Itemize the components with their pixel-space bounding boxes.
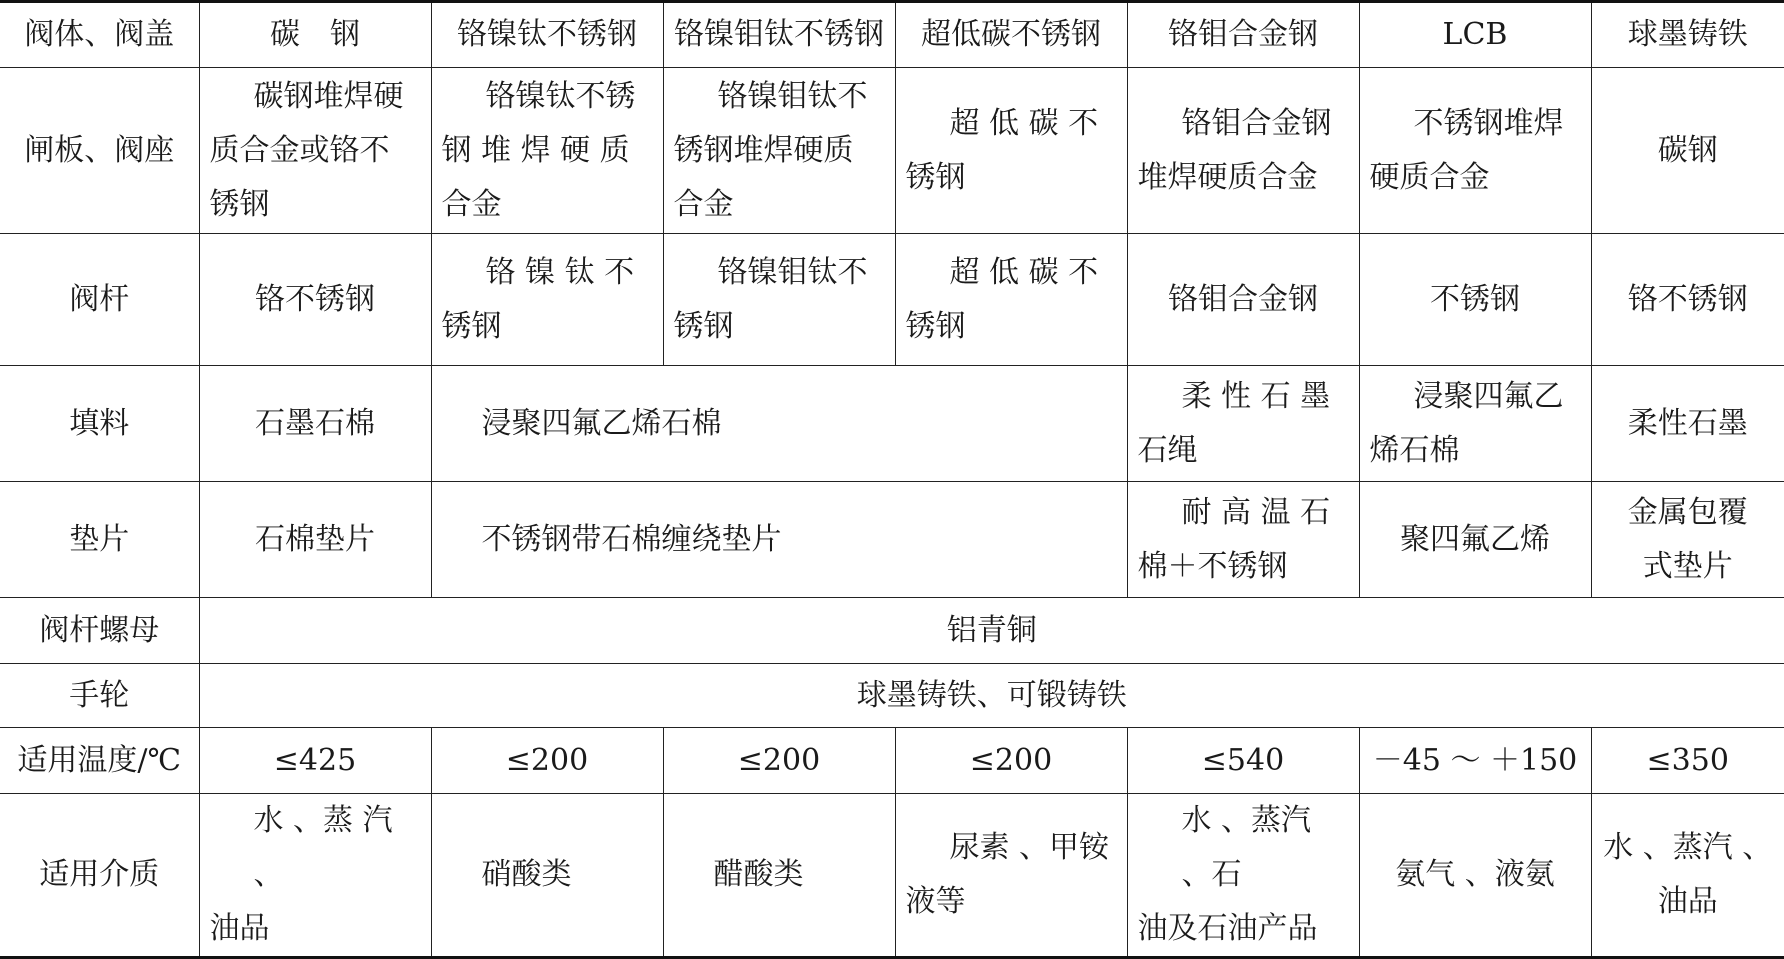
cell-line: 锈钢堆焊硬质 xyxy=(673,132,854,168)
table-cell xyxy=(1359,366,1591,482)
row-label: 适用介质 xyxy=(0,794,199,958)
column-header: 铬钼合金钢 xyxy=(1127,2,1359,68)
row-label: 阀体、阀盖 xyxy=(0,2,199,68)
cell-line: 锈钢 xyxy=(905,308,966,344)
table-row xyxy=(0,598,1784,664)
cell-line: 液等 xyxy=(905,884,966,919)
table-cell: 铝青铜 xyxy=(199,598,1784,664)
table-cell xyxy=(1359,68,1591,234)
table-row xyxy=(0,234,1784,366)
column-header: LCB xyxy=(1359,2,1591,68)
table-cell xyxy=(1127,482,1359,598)
table-cell xyxy=(895,794,1127,958)
table-cell: 碳钢 xyxy=(1591,68,1784,234)
table-cell xyxy=(431,234,663,366)
cell-line: 油品 xyxy=(209,911,270,946)
cell-line: 超 低 碳 不 xyxy=(949,105,1099,141)
cell-line: 石绳 xyxy=(1137,432,1198,468)
row-label: 填料 xyxy=(0,366,199,482)
table-cell xyxy=(199,68,431,234)
cell-line: 锈钢 xyxy=(673,308,734,344)
cell-line: 铬镍钛不锈 xyxy=(485,78,636,114)
row-label: 垫片 xyxy=(0,482,199,598)
row-label: 手轮 xyxy=(0,664,199,728)
column-header: 碳 钢 xyxy=(199,2,431,68)
cell-line: 耐 高 温 石 xyxy=(1181,494,1331,530)
table-cell: 铬不锈钢 xyxy=(1591,234,1784,366)
cell-line: 浸聚四氟乙 xyxy=(1413,378,1564,414)
column-header: 铬镍钛不锈钢 xyxy=(431,2,663,68)
table-cell: 浸聚四氟乙烯石棉 xyxy=(431,366,1127,482)
row-label: 适用温度/℃ xyxy=(0,728,199,794)
table-cell: 不锈钢 xyxy=(1359,234,1591,366)
cell-line: 铬 镍 钛 不 xyxy=(485,254,635,290)
table-cell xyxy=(199,794,431,958)
table-cell: 铬不锈钢 xyxy=(199,234,431,366)
column-header: 超低碳不锈钢 xyxy=(895,2,1127,68)
table-cell: 氨气 、液氨 xyxy=(1359,794,1591,958)
table-row xyxy=(0,482,1784,598)
table-cell: 铬钼合金钢 xyxy=(1127,234,1359,366)
row-label: 阀杆 xyxy=(0,234,199,366)
table-cell xyxy=(1591,482,1784,598)
table-cell: ≤350 xyxy=(1591,728,1784,794)
cell-line: 油品 xyxy=(1657,884,1718,919)
table-cell: 聚四氟乙烯 xyxy=(1359,482,1591,598)
table-cell: 石棉垫片 xyxy=(199,482,431,598)
table-cell: ≤425 xyxy=(199,728,431,794)
table-cell: ≤200 xyxy=(431,728,663,794)
cell-line: 锈钢 xyxy=(905,159,966,195)
table-cell xyxy=(1591,794,1784,958)
table-row xyxy=(0,794,1784,958)
table-cell: 柔性石墨 xyxy=(1591,366,1784,482)
table-cell xyxy=(1127,794,1359,958)
table-cell: ≤540 xyxy=(1127,728,1359,794)
table-row xyxy=(0,664,1784,728)
cell-line: 棉＋不锈钢 xyxy=(1137,548,1288,584)
column-header: 球墨铸铁 xyxy=(1591,2,1784,68)
cell-line: 铬镍钼钛不 xyxy=(717,78,868,114)
table-cell: ≤200 xyxy=(663,728,895,794)
table-cell xyxy=(1127,366,1359,482)
table-cell: ≤200 xyxy=(895,728,1127,794)
cell-line: 油及石油产品 xyxy=(1137,911,1318,946)
table-cell: 石墨石棉 xyxy=(199,366,431,482)
table-row xyxy=(0,728,1784,794)
cell-line: 碳钢堆焊硬 xyxy=(253,78,404,114)
cell-line: 质合金或铬不 xyxy=(209,132,390,168)
cell-line: 钢 堆 焊 硬 质 xyxy=(441,132,630,168)
cell-line: 超 低 碳 不 xyxy=(949,254,1099,290)
cell-line: 锈钢 xyxy=(441,308,502,344)
cell-line: 柔 性 石 墨 xyxy=(1181,378,1331,414)
cell-line: 堆焊硬质合金 xyxy=(1137,159,1318,195)
table-cell xyxy=(895,234,1127,366)
table-cell xyxy=(663,68,895,234)
table-cell xyxy=(431,68,663,234)
cell-line: 铬钼合金钢 xyxy=(1181,105,1332,141)
cell-line: 锈钢 xyxy=(209,186,270,222)
table-cell xyxy=(663,234,895,366)
table-cell xyxy=(1127,68,1359,234)
cell-line: 水 、蒸 汽 、 xyxy=(253,803,393,892)
cell-line: 铬镍钼钛不 xyxy=(717,254,868,290)
table-cell xyxy=(895,68,1127,234)
cell-line: 水 、蒸汽 、 xyxy=(1603,830,1773,865)
table-cell: 不锈钢带石棉缠绕垫片 xyxy=(431,482,1127,598)
table-row xyxy=(0,366,1784,482)
table-row xyxy=(0,68,1784,234)
cell-line: 金属包覆 xyxy=(1627,494,1748,530)
row-label: 闸板、阀座 xyxy=(0,68,199,234)
cell-line: 合金 xyxy=(673,186,734,222)
table-cell: 醋酸类 xyxy=(663,794,895,958)
cell-line: 合金 xyxy=(441,186,502,222)
cell-line: 不锈钢堆焊 xyxy=(1413,105,1564,141)
cell-line: 烯石棉 xyxy=(1369,432,1460,468)
table-cell: 球墨铸铁、可锻铸铁 xyxy=(199,664,1784,728)
table-cell: 硝酸类 xyxy=(431,794,663,958)
cell-line: 式垫片 xyxy=(1642,548,1733,584)
cell-line: 尿素 、甲铵 xyxy=(949,830,1110,865)
table-cell: －45 ～ ＋150 xyxy=(1359,728,1591,794)
column-header: 铬镍钼钛不锈钢 xyxy=(663,2,895,68)
table-header-row xyxy=(0,2,1784,68)
row-label: 阀杆螺母 xyxy=(0,598,199,664)
cell-line: 水 、蒸汽 、石 xyxy=(1181,803,1312,892)
cell-line: 硬质合金 xyxy=(1369,159,1490,195)
